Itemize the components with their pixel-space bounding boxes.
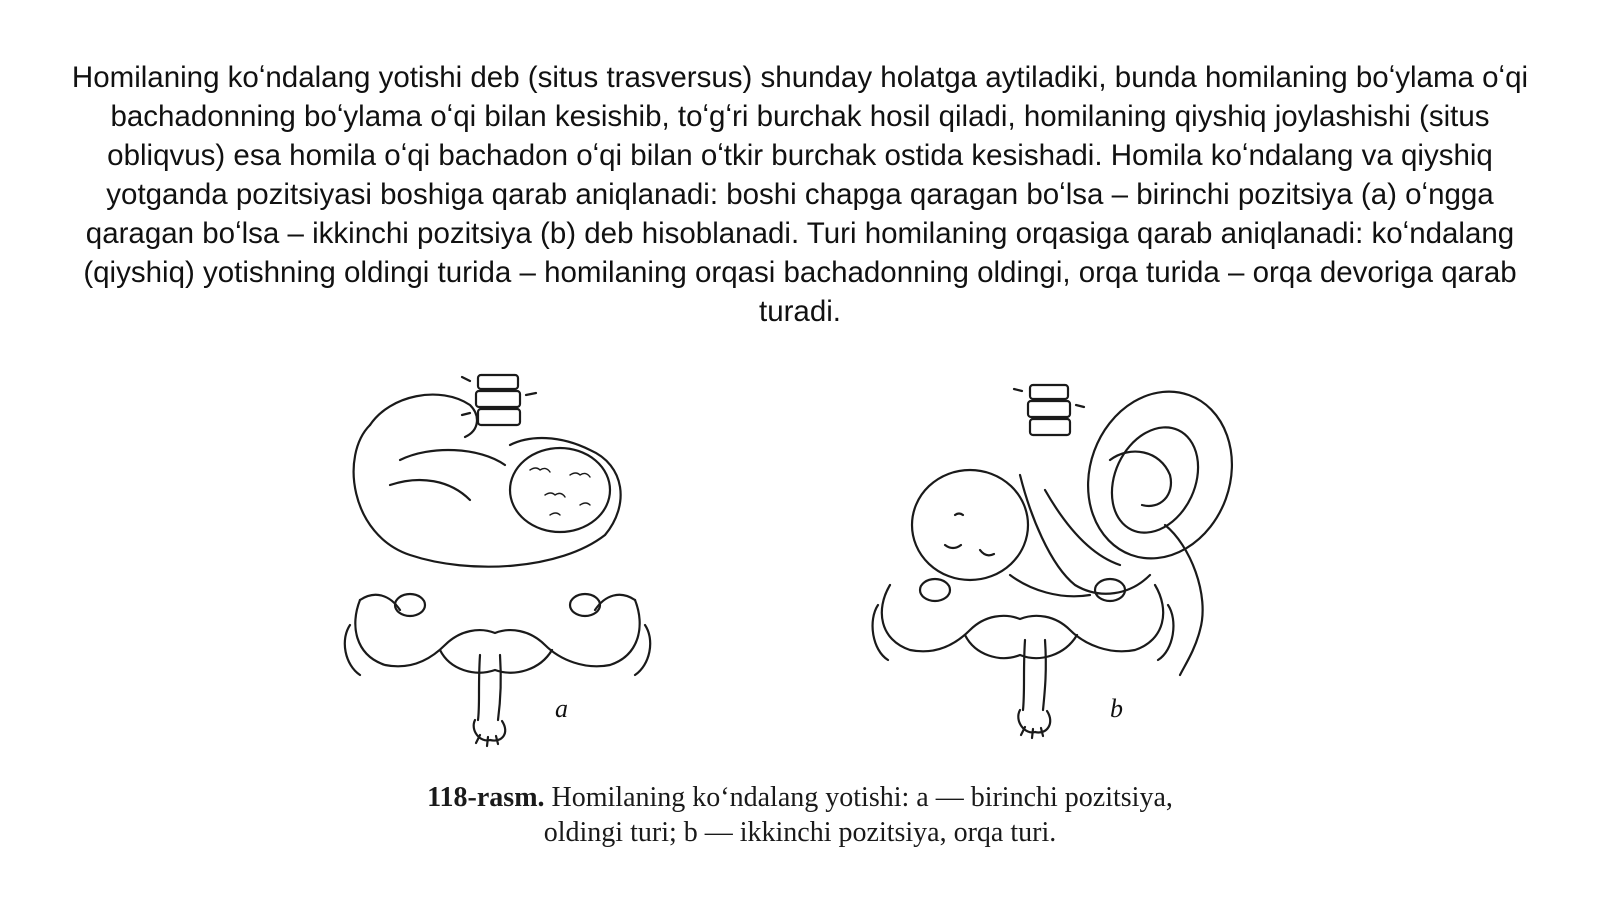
caption-line-1 — [280, 780, 1320, 815]
caption-label: 118-rasm. — [427, 782, 545, 813]
panel-b-illustration — [873, 371, 1255, 738]
figure-caption — [280, 780, 1320, 850]
caption-text-1: Homilaning koʻndalang yotishi: a — birinchi pozitsiya, — [551, 782, 1173, 813]
fetal-head-a — [510, 448, 610, 532]
uterus-loop-b — [1065, 371, 1255, 579]
panel-b-letter: b — [1110, 694, 1123, 723]
pelvis-b — [873, 525, 1203, 675]
fetal-arm-a — [474, 655, 506, 746]
slide-paragraph: Homilaning koʻndalang yotishi deb (situs trasversus) shunday holatga aytiladiki, bunda homilaning boʻylama oʻqi bachadonning boʻylama oʻqi bilan kesishib, toʻgʻri burchak hosil qiladi, homilaning qiyshiq joylashishi (situs obliqvus) esa homila oʻqi bachadon oʻqi bilan oʻtkir burchak ostida kesishadi. Homila koʻndalang va qiyshiq yotganda pozitsiyasi boshiga qarab aniqlanadi: boshi chapga qaragan boʻlsa – birinchi pozitsiya (a) oʻngga qaragan boʻlsa – ikkinchi pozitsiya (b) deb hisoblanadi. Turi homilaning orqasiga qarab aniqlanadi: koʻndalang (qiyshiq) yotishning oldingi turida – homilaning orqasi bachadonning oldingi, orqa turida – orqa devoriga qarab turadi. — [71, 61, 1529, 328]
spine-b — [1014, 385, 1084, 435]
figure-118 — [330, 365, 1270, 765]
fetal-head-b — [912, 470, 1028, 580]
fetal-arm-b — [1018, 640, 1050, 738]
uterus-a — [354, 395, 621, 567]
illustration — [330, 365, 1270, 765]
pelvis-a — [345, 594, 650, 675]
fetal-body-b — [1010, 475, 1150, 596]
panel-a-illustration — [345, 375, 650, 746]
spine-a — [462, 375, 536, 425]
panel-a-letter: a — [555, 694, 568, 723]
caption-line-2: oldingi turi; b — ikkinchi pozitsiya, orqa turi. — [543, 817, 1057, 848]
